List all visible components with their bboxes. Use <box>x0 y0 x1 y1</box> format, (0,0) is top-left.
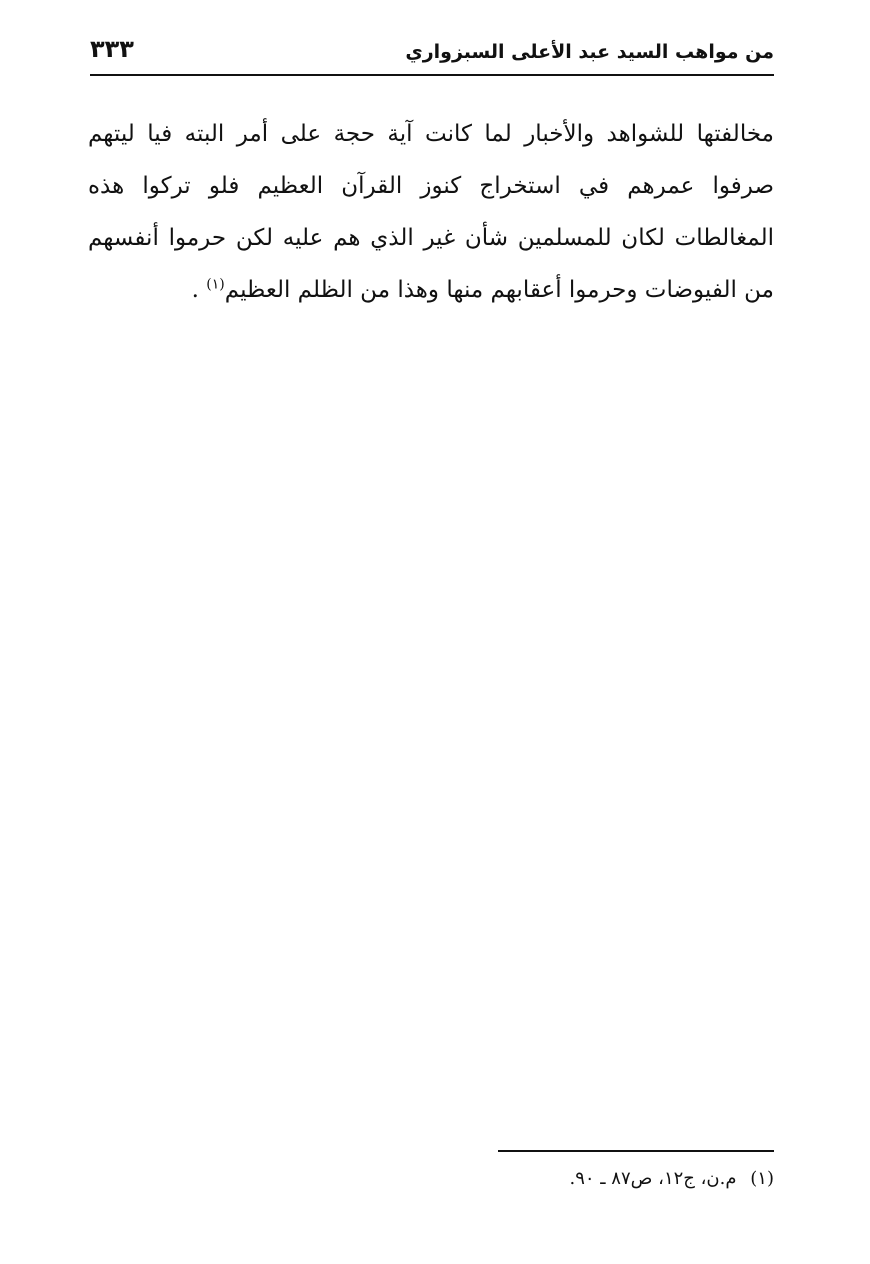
body-line-2: صرفوا عمرهم في استخراج كنوز القرآن العظيم فلو تركوا هذه <box>88 173 774 199</box>
footnote <box>570 1166 775 1192</box>
footnote-number: (١) <box>750 1168 774 1189</box>
body-line-4 <box>88 264 774 316</box>
footnote-text: م.ن، ج١٢، ص٨٧ ـ ٩٠. <box>569 1168 737 1189</box>
body-line-1: مخالفتها للشواهد والأخبار لما كانت آية حجة على أمر البته فيا ليتهم <box>88 121 774 147</box>
end-punctuation: . <box>191 277 207 303</box>
body-line-3: المغالطات لكان للمسلمين شأن غير الذي هم عليه لكن حرموا أنفسهم <box>88 225 774 251</box>
footnote-divider <box>498 1150 774 1152</box>
body-line-4-text: من الفيوضات وحرموا أعقابهم منها وهذا من الظلم العظيم <box>224 277 774 303</box>
body-paragraph <box>88 108 774 316</box>
running-header-title: من مواهب السيد عبد الأعلى السبزواري <box>405 41 774 63</box>
footnote-reference[interactable]: (١) <box>206 276 225 293</box>
page-header <box>90 30 774 76</box>
page-number: ٣٣٣ <box>90 35 134 63</box>
